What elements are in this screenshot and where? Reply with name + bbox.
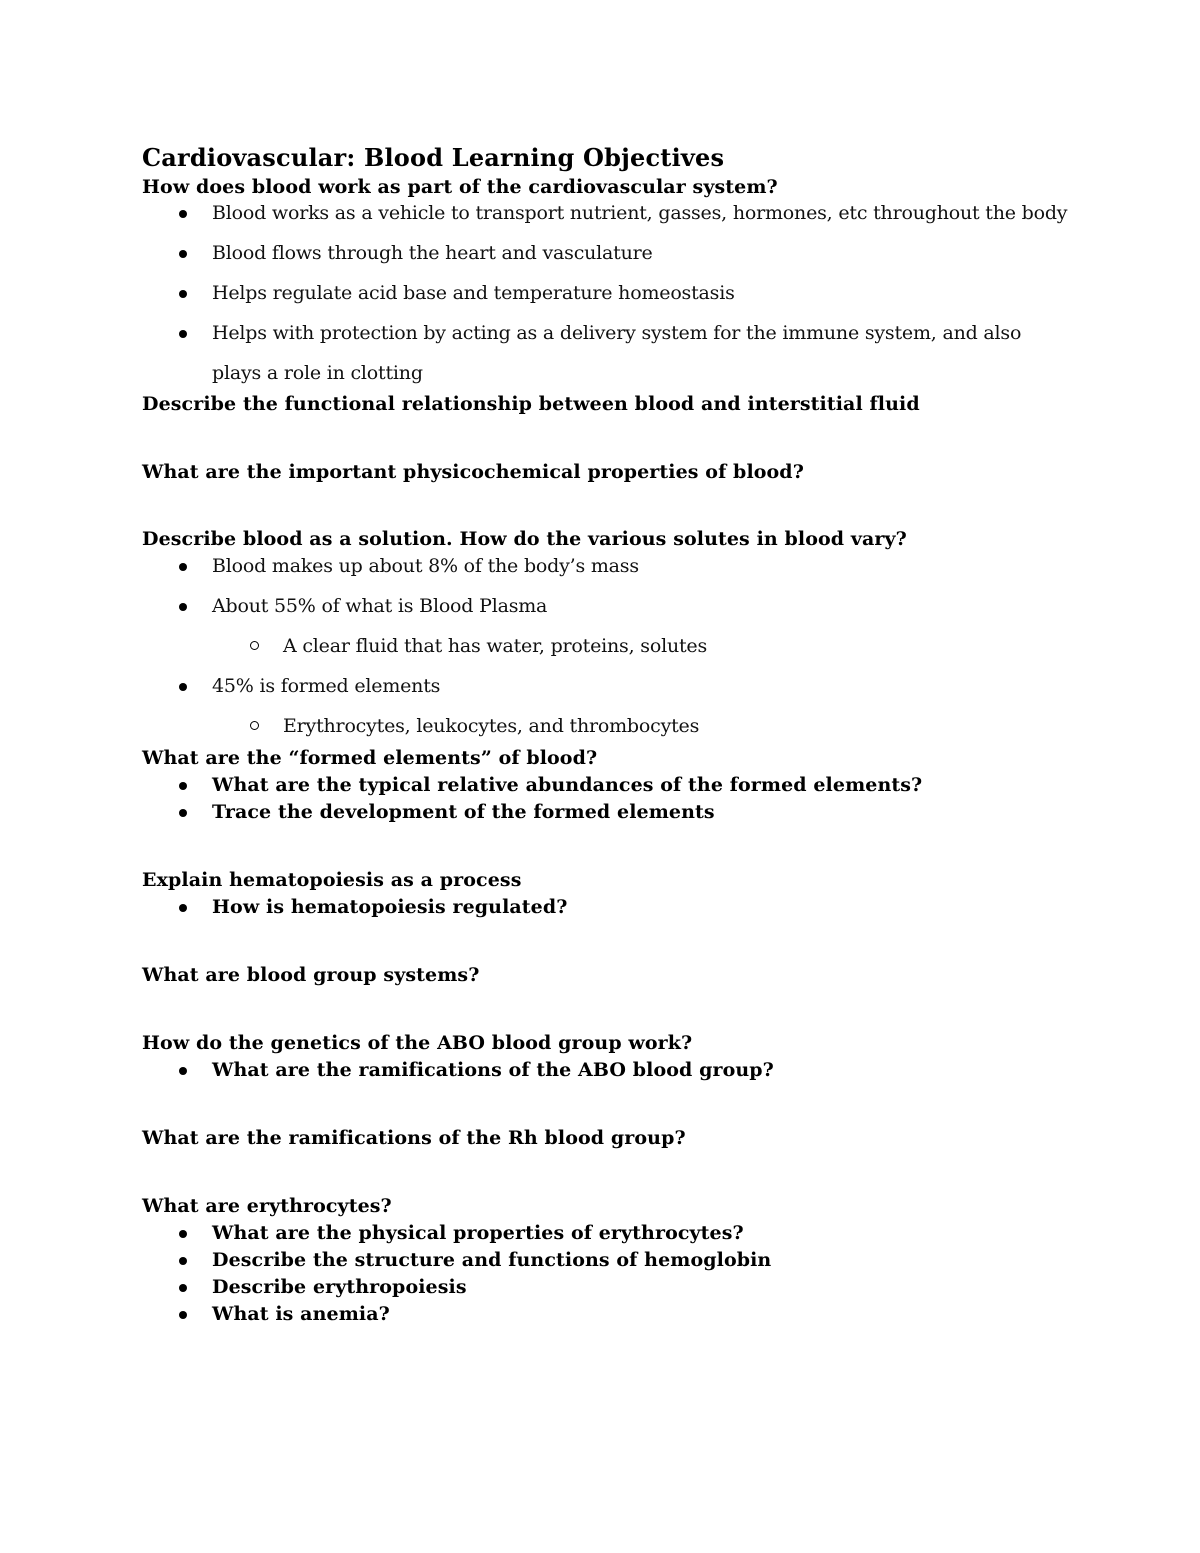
bullet-icon xyxy=(179,1311,187,1319)
list-item: How is hematopoiesis regulated? xyxy=(142,894,1082,921)
list-item: Describe erythropoiesis xyxy=(142,1274,1082,1301)
bullet-icon xyxy=(179,1067,187,1075)
bullet-icon xyxy=(179,904,187,912)
bullet-icon xyxy=(179,1284,187,1292)
bullet-icon xyxy=(179,250,187,258)
document-body xyxy=(142,142,1082,1328)
section-question: Describe the functional relationship between blood and interstitial fluid xyxy=(142,393,920,415)
list-item: Blood makes up about 8% of the body’s mass xyxy=(142,546,1082,586)
list-item: What are the physical properties of erythrocytes? xyxy=(142,1220,1082,1247)
list-item: Helps with protection by acting as a delivery system for the immune system, and also plays a role in clotting xyxy=(142,313,1082,393)
list-item: Blood works as a vehicle to transport nutrient, gasses, hormones, etc throughout the body xyxy=(142,193,1082,233)
sub-list-item: Erythrocytes, leukocytes, and thrombocytes xyxy=(142,706,1082,746)
list-item: Blood flows through the heart and vasculature xyxy=(142,233,1082,273)
section-question: How does blood work as part of the cardiovascular system? xyxy=(142,176,778,198)
hollow-bullet-icon xyxy=(250,721,259,730)
bullet-icon xyxy=(179,210,187,218)
section-question: What are the “formed elements” of blood? xyxy=(142,747,598,769)
bullet-list xyxy=(142,1057,1082,1084)
bullet-icon xyxy=(179,563,187,571)
list-item: What are the ramifications of the ABO blood group? xyxy=(142,1057,1082,1084)
section-question: What are blood group systems? xyxy=(142,964,480,986)
section-question: What are erythrocytes? xyxy=(142,1195,392,1217)
section-question: Describe blood as a solution. How do the various solutes in blood vary? xyxy=(142,528,907,550)
list-item: What are the typical relative abundances of the formed elements? xyxy=(142,772,1082,799)
bullet-list xyxy=(142,193,1082,393)
bullet-icon xyxy=(179,603,187,611)
list-item: Helps regulate acid base and temperature homeostasis xyxy=(142,273,1082,313)
sub-list-item: A clear fluid that has water, proteins, solutes xyxy=(142,626,1082,666)
list-item: Describe the structure and functions of hemoglobin xyxy=(142,1247,1082,1274)
list-item: What is anemia? xyxy=(142,1301,1082,1328)
bullet-list xyxy=(142,546,1082,746)
bullet-icon xyxy=(179,1257,187,1265)
list-item: 45% is formed elements xyxy=(142,666,1082,706)
section-question: What are the ramifications of the Rh blood group? xyxy=(142,1127,686,1149)
bullet-list xyxy=(142,772,1082,826)
bullet-icon xyxy=(179,330,187,338)
section-question: How do the genetics of the ABO blood group work? xyxy=(142,1032,693,1054)
section-question: What are the important physicochemical properties of blood? xyxy=(142,461,804,483)
document-title: Cardiovascular: Blood Learning Objectives xyxy=(142,143,725,172)
bullet-icon xyxy=(179,290,187,298)
bullet-icon xyxy=(179,683,187,691)
list-item: About 55% of what is Blood Plasma xyxy=(142,586,1082,626)
bullet-list xyxy=(142,894,1082,921)
bullet-list xyxy=(142,1220,1082,1328)
hollow-bullet-icon xyxy=(250,641,259,650)
bullet-icon xyxy=(179,809,187,817)
list-item: Trace the development of the formed elements xyxy=(142,799,1082,826)
section-question: Explain hematopoiesis as a process xyxy=(142,869,522,891)
bullet-icon xyxy=(179,1230,187,1238)
bullet-icon xyxy=(179,782,187,790)
